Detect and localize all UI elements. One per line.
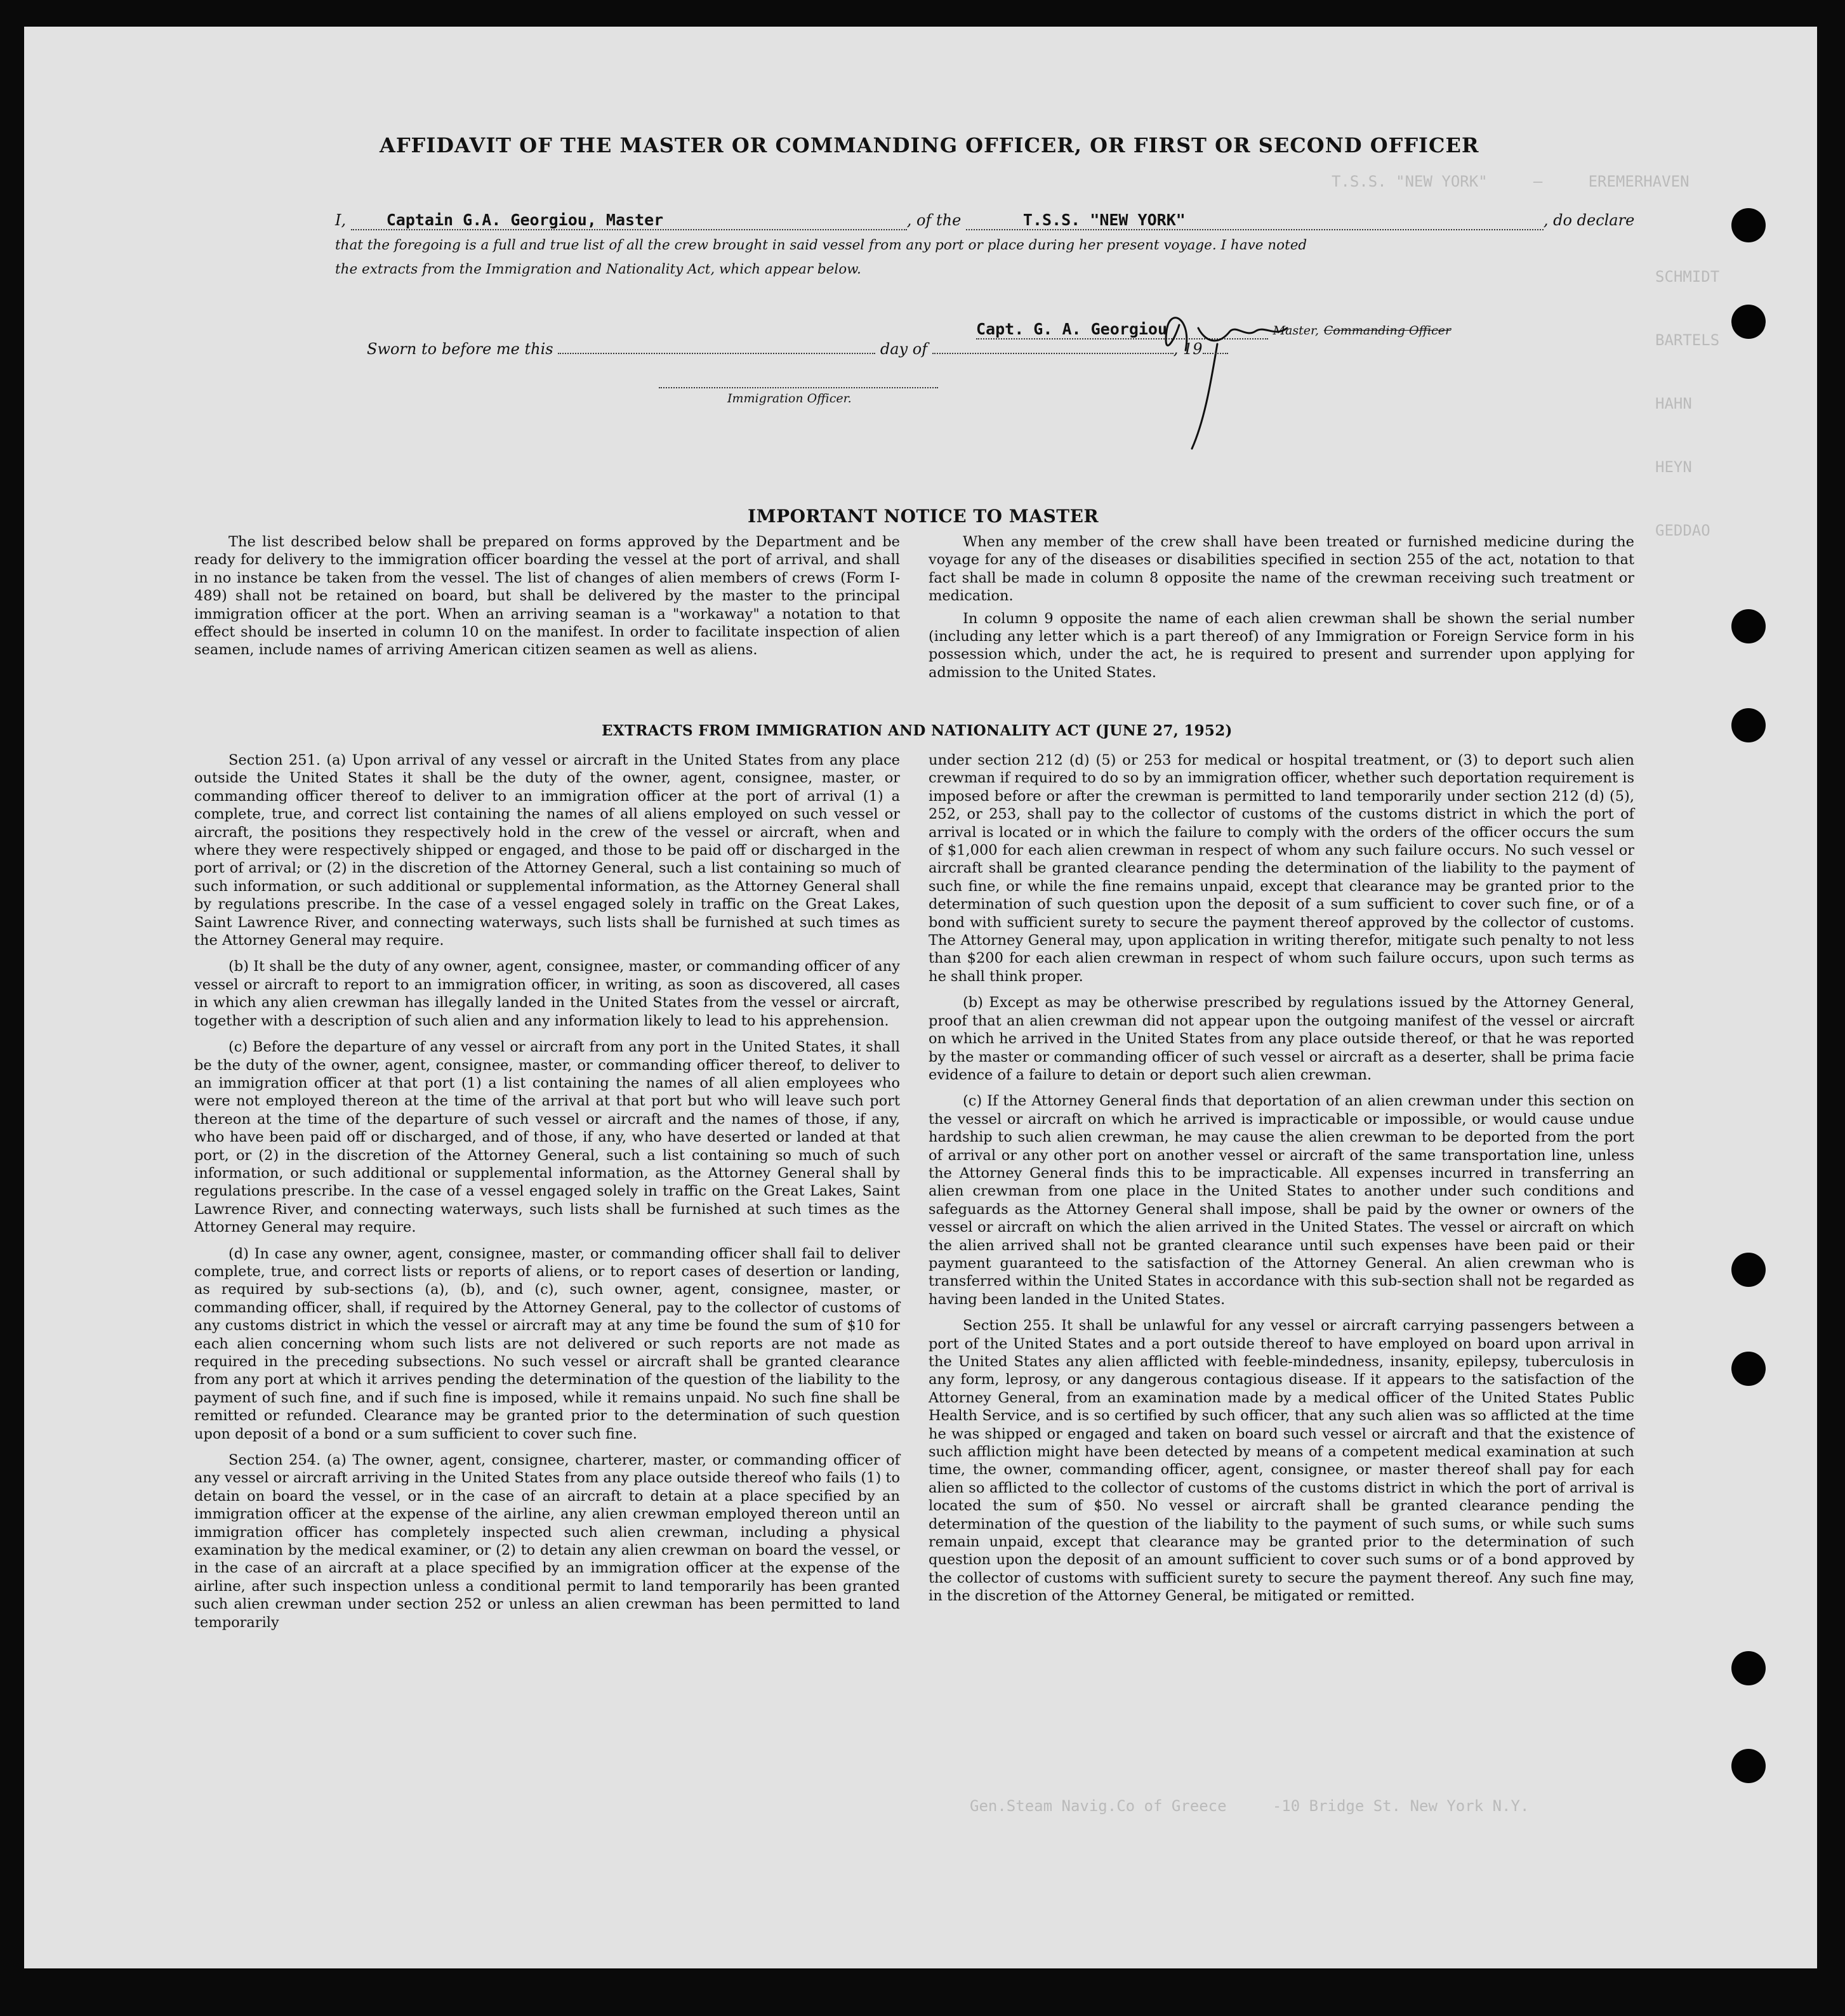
affidavit-title: AFFIDAVIT OF THE MASTER OR COMMANDING OFFICER, OR FIRST OR SECOND OFFICER (380, 133, 1479, 157)
punch-hole (1731, 208, 1766, 242)
section-251d: (d) In case any owner, agent, consignee, master, or commanding officer shall fail to deliver complete, true, and correct lists or reports of aliens, or to report cases of desertion or landing, as required by sub-sections (a), (b), and (c), such owner, agent, consignee, master, or commanding officer, shall, if required by the Attorney General, pay to the collector of customs of any customs district in which the vessel or aircraft may at any time be found the sum of $10 for each alien concerning whom such lists are not delivered or such reports are not made as required in the preceding subsections. No such vessel or aircraft shall be granted clearance from any port at which it arrives pending the determination of the question of the liability to the payment of such fine, and if such fine is imposed, while it remains unpaid. No such fine shall be remitted or refunded. Clearance may be granted prior to the determination of such question upon deposit of a bond or a sum sufficient to cover such fine. (194, 1245, 900, 1442)
document-page (24, 27, 1817, 1968)
section-255: Section 255. It shall be unlawful for any vessel or aircraft carrying passengers between a port of the United States and a port outside thereof to have employed on board upon arrival in the United States any alien afflicted with feeble-mindedness, insanity, epilepsy, tuberculosis in any form, leprosy, or any dangerous contagious disease. If it appears to the satisfaction of the Attorney General, from an examination made by a medical officer of the United States Public Health Service, and is so certified by such officer, that any such alien was so afflicted at the time he was shipped or engaged and taken on board such vessel or aircraft and that the existence of such affliction might have been detected by means of a competent medical examination at such time, the owner, commanding officer, agent, consignee, or master thereof shall pay for each alien so afflicted to the collector of customs of the customs district in which the port of arrival is located the sum of $50. No vessel or aircraft shall be granted clearance pending the determination of the question of the liability to the payment of such sums, or while such sums remain unpaid, except that clearance may be granted prior to the determination of such question upon the deposit of an amount sufficient to cover such sums or of a bond approved by the collector of customs with sufficient surety to secure the payment thereof. Any such fine may, in the discretion of the Attorney General, be mitigated or remitted. (929, 1317, 1634, 1605)
bleed-through-crew-list: BARTELS (1655, 331, 1720, 349)
sworn-line (367, 340, 1228, 358)
section-251b: (b) It shall be the duty of any owner, agent, consignee, master, or commanding officer of any vessel or aircraft to report to an immigration officer, in writing, as soon as discovered, all cases in which any alien crewman has illegally landed in the United States from the vessel or aircraft, together with a description of such alien and any information likely to lead to his apprehension. (194, 958, 900, 1029)
section-254a: Section 254. (a) The owner, agent, consignee, charterer, master, or commanding officer of any vessel or aircraft arriving in the United States from any place outside thereof who fails (1) to detain on board the vessel, or in the case of an aircraft to detain at a place specified by an immigration officer at the expense of the airline, any alien crewman employed thereon until an immigration officer has completely inspected such alien crewman, including a physical examination by the medical examiner, or (2) to detain any alien crewman on board the vessel, or in the case of an aircraft at a place specified by an immigration officer at the expense of the airline, after such inspection unless a conditional permit to land temporarily has been granted such alien crewman under section 252 or unless an alien crewman has been permitted to land temporarily (194, 1452, 900, 1631)
notice-right-column (929, 533, 1634, 690)
punch-hole (1731, 609, 1766, 643)
bleed-through-crew-list: HAHN (1655, 395, 1692, 412)
punch-hole (1731, 1651, 1766, 1685)
signer-typed-name: Capt. G. A. Georgiou (976, 320, 1168, 338)
signer-role-struck: Commanding Officer (1323, 324, 1452, 338)
handwritten-signature (1103, 306, 1332, 458)
declaration-text-1: that the foregoing is a full and true list of all the crew brought in said vessel from any port or place during her present voyage. I have noted (335, 237, 1307, 253)
notice-paragraph: When any member of the crew shall have been treated or furnished medicine during the voyage for any of the diseases or disabilities specified in section 255 of the act, notation to that fact shall be made in column 8 opposite the name of the crewman receiving such treatment or medication. (929, 534, 1634, 605)
immigration-officer-line (659, 387, 938, 388)
section-254a-continued: under section 212 (d) (5) or 253 for medical or hospital treatment, or (3) to deport such alien crewman if required to do so by an immigration officer, whether such deportation requirement is imposed before or after the crewman is permitted to land temporarily under section 212 (d) (5), 252, or 253, shall pay to the collector of customs of the customs district in which the port of arrival is located or in which the failure to comply with the orders of the officer occurs the sum of $1,000 for each alien crewman in respect of whom any such failure occurs. No such vessel or aircraft shall be granted clearance pending the determination of the liability to the payment of such fine, or while the fine remains unpaid, except that clearance may be granted prior to the determination of such question upon the deposit of a sum sufficient to cover such fine, or of a bond with sufficient surety to secure the payment thereof approved by the collector of customs. The Attorney General may, upon application in writing therefor, mitigate such penalty to not less than $200 for each alien crewman in respect of whom such failure occurs, upon such terms as he shall think proper. (929, 752, 1634, 985)
day-of-label: day of (880, 340, 928, 358)
section-254b: (b) Except as may be otherwise prescribed by regulations issued by the Attorney General, proof that an alien crewman did not appear upon the outgoing manifest of the vessel or aircraft on which he arrived in the United States from any place outside thereof, or that he was reported by the master or commanding officer of such vessel or aircraft as a deserter, shall be prima facie evidence of a failure to detain or deport such alien crewman. (929, 994, 1634, 1083)
punch-hole (1731, 1749, 1766, 1783)
bleed-through-crew-list: GEDDAO (1655, 522, 1710, 539)
punch-hole (1731, 1352, 1766, 1386)
immigration-officer-label: Immigration Officer. (727, 392, 852, 405)
of-the-label: , of the (906, 211, 962, 229)
notice-paragraph: In column 9 opposite the name of each alien crewman shall be shown the serial number (including any letter which is a part thereof) of any Immigration or Foreign Service form in his possession which, under the act, he is required to present and surrender upon applying for admission to the United States. (929, 610, 1634, 681)
signer-role: Master, (1273, 324, 1319, 338)
notice-title: IMPORTANT NOTICE TO MASTER (748, 506, 1099, 527)
bleed-through-crew-list: Gen.Steam Navig.Co of Greece -10 Bridge St. New York N.Y. (970, 1797, 1530, 1815)
punch-hole (1731, 305, 1766, 339)
extracts-left-column (194, 751, 900, 1640)
vessel-field (966, 211, 1544, 230)
bleed-through-crew-list: T.S.S. "NEW YORK" — EREMERHAVEN (1332, 173, 1690, 190)
declarant-field (351, 211, 907, 230)
extracts-title: EXTRACTS FROM IMMIGRATION AND NATIONALITY ACT (JUNE 27, 1952) (602, 722, 1233, 739)
section-251c: (c) Before the departure of any vessel or aircraft from any port in the United States, it shall be the duty of the owner, agent, consignee, master, or commanding officer thereof, to deliver to an immigration officer at that port (1) a list containing the names of all alien employees who were not employed thereon at the time of the arrival at that port but who will leave such port thereon at the time of the departure of such vessel or aircraft and the names of those, if any, who have been paid off or discharged, and of those, if any, who have deserted or landed at that port, or (2) in the discretion of the Attorney General, such a list containing so much of such information, or such additional or supplemental information, as the Attorney General shall by regulations prescribe. In the case of a vessel engaged solely in traffic on the Great Lakes, Saint Lawrence River, and connecting waterways, such lists shall be furnished at such times as the Attorney General may require. (194, 1039, 900, 1236)
notice-left-column (194, 533, 900, 668)
year-label: , 19 (1173, 340, 1203, 358)
punch-hole (1731, 1253, 1766, 1287)
notice-paragraph: The list described below shall be prepared on forms approved by the Department and be ready for delivery to the immigration officer boarding the vessel at the port of arrival, and shall in no instance be taken from the vessel. The list of changes of alien members of crews (Form I-489) shall not be retained on board, but shall be delivered by the master to the principal immigration officer at the port. When an arriving seaman is a "workaway" a notation to that effect should be inserted in column 10 on the manifest. In order to facilitate inspection of alien seamen, include names of arriving American citizen seamen as well as aliens. (194, 534, 900, 659)
declarant-name: Captain G.A. Georgiou, Master (386, 211, 664, 229)
bleed-through-crew-list: HEYN (1655, 458, 1692, 476)
declaration-line (335, 211, 1634, 230)
sworn-label: Sworn to before me this (367, 340, 553, 358)
section-251a: Section 251. (a) Upon arrival of any vessel or aircraft in the United States from any place outside the United States it shall be the duty of the owner, agent, consignee, master, or commanding officer thereof to deliver to an immigration officer at the port of arrival (1) a complete, true, and correct list containing the names of all aliens employed on such vessel or aircraft, the positions they respectively hold in the crew of the vessel or aircraft, when and where they were respectively shipped or engaged, and those to be paid off or discharged in the port of arrival; or (2) in the discretion of the Attorney General, such a list containing so much of such information, or such additional or supplemental information, as the Attorney General shall by regulations prescribe. In the case of a vessel engaged solely in traffic on the Great Lakes, Saint Lawrence River, and connecting waterways, such lists shall be furnished at such times as the Attorney General may require. (194, 752, 900, 949)
i-label: I, (335, 211, 347, 229)
declaration-text-2: the extracts from the Immigration and Nationality Act, which appear below. (335, 261, 861, 277)
do-declare-label: , do declare (1543, 211, 1635, 229)
bleed-through-crew-list: SCHMIDT (1655, 268, 1720, 286)
section-254c: (c) If the Attorney General finds that deportation of an alien crewman under this section on the vessel or aircraft on which he arrived is impracticable or impossible, or would cause undue hardship to such alien crewman, he may cause the alien crewman to be deported from the port of arrival or any other port on another vessel or aircraft of the same transportation line, unless the Attorney General finds this to be impracticable. All expenses incurred in transferring an alien crewman from one place in the United States to another under such conditions and safeguards as the Attorney General shall impose, shall be paid by the owner or owners of the vessel or aircraft on which the alien arrived in the United States. The vessel or aircraft on which the alien arrived shall not be granted clearance until such expenses have been paid or their payment guaranteed to the satisfaction of the Attorney General. An alien crewman who is transferred within the United States in accordance with this sub-section shall not be regarded as having been landed in the United States. (929, 1093, 1634, 1308)
punch-hole (1731, 708, 1766, 742)
extracts-right-column (929, 751, 1634, 1614)
vessel-name: T.S.S. "NEW YORK" (1022, 211, 1186, 229)
